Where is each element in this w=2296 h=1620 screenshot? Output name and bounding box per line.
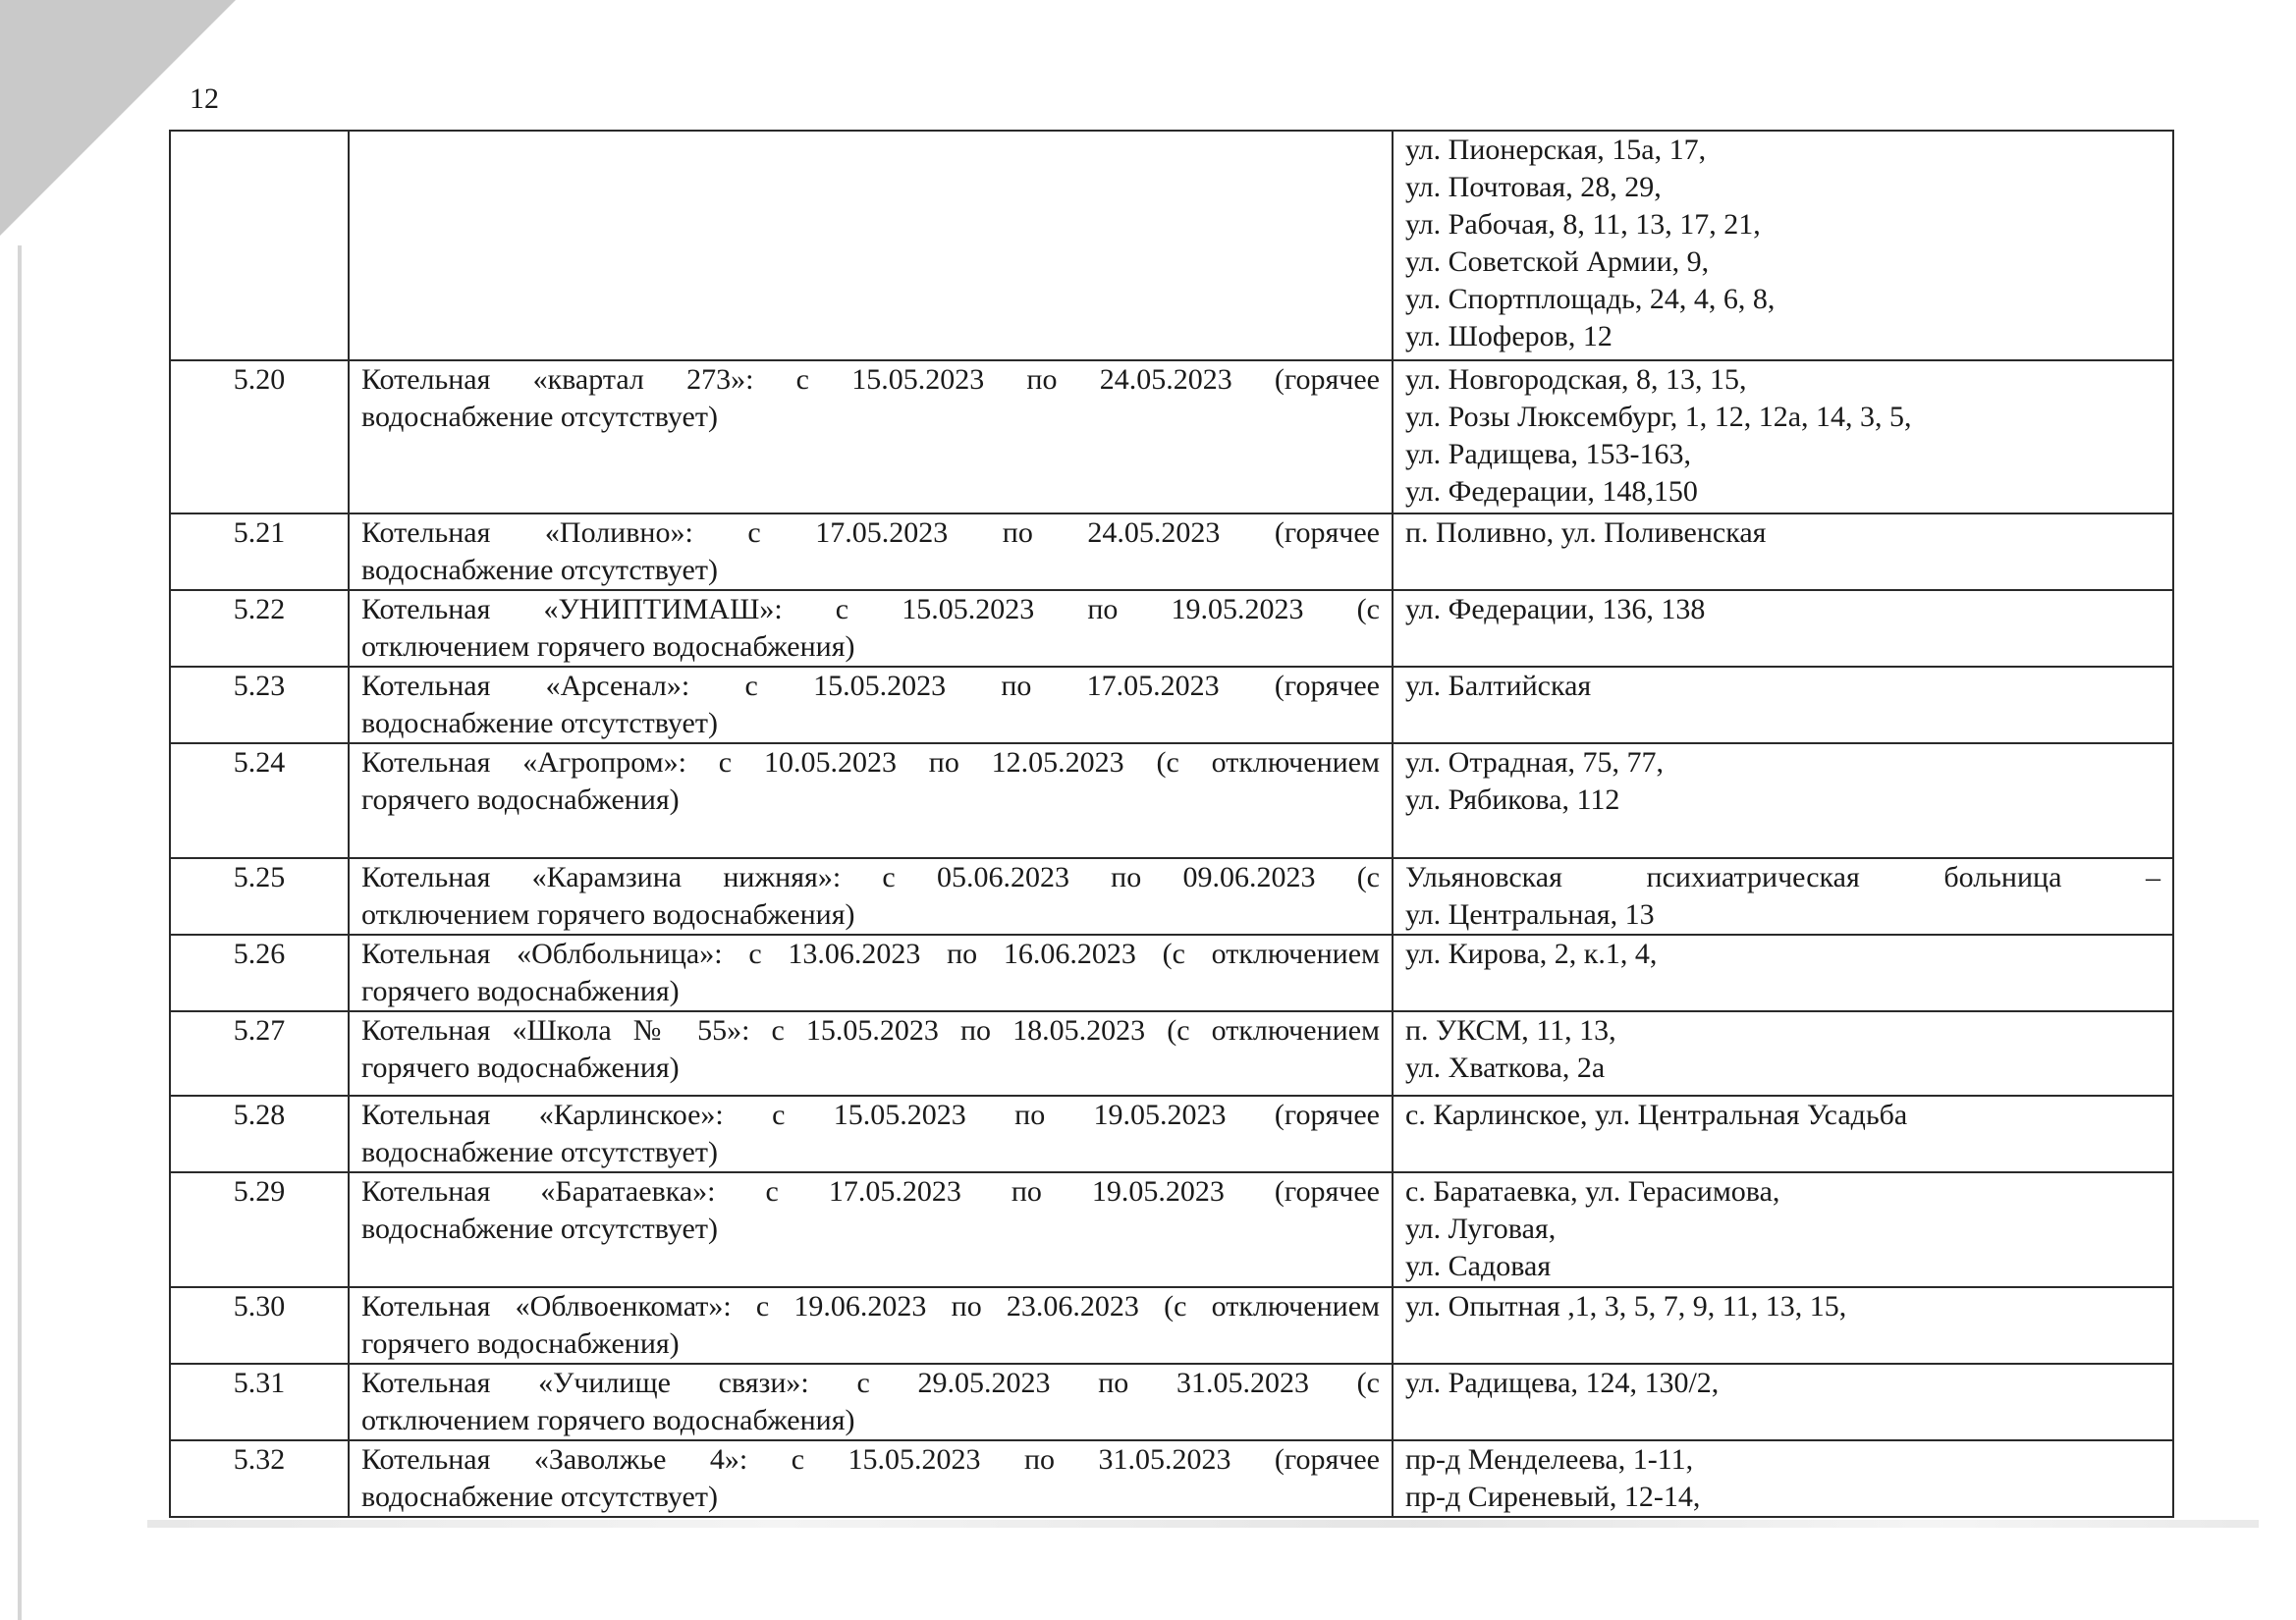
address-line: ул. Отрадная, 75, 77, bbox=[1405, 746, 1665, 779]
description-line: водоснабжение отсутствует) bbox=[361, 401, 718, 433]
address-line: ул. Шоферов, 12 bbox=[1405, 320, 1613, 352]
address-list bbox=[1393, 360, 2173, 513]
description-line: отключением горячего водоснабжения) bbox=[361, 630, 855, 663]
row-number: 5.27 bbox=[170, 1011, 349, 1096]
boiler-description bbox=[349, 360, 1393, 513]
row-number: 5.23 bbox=[170, 667, 349, 743]
table-row bbox=[170, 743, 2173, 858]
table-row bbox=[170, 935, 2173, 1011]
row-number: 5.31 bbox=[170, 1364, 349, 1440]
address-line: ул. Хваткова, 2а bbox=[1405, 1052, 1606, 1084]
boiler-description bbox=[349, 1440, 1393, 1517]
address-line: ул. Советской Армии, 9, bbox=[1405, 245, 1710, 278]
row-number: 5.21 bbox=[170, 513, 349, 590]
table-row bbox=[170, 1096, 2173, 1172]
address-line: ул. Опытная ,1, 3, 5, 7, 9, 11, 13, 15, bbox=[1405, 1290, 1847, 1323]
address-line: ул. Федерации, 148,150 bbox=[1405, 475, 1698, 508]
row-number: 5.26 bbox=[170, 935, 349, 1011]
address-line: п. Поливно, ул. Поливенская bbox=[1405, 516, 1767, 549]
address-line: ул. Спортплощадь, 24, 4, 6, 8, bbox=[1405, 283, 1776, 315]
table-row bbox=[170, 858, 2173, 935]
address-line: ул. Радищева, 153-163, bbox=[1405, 438, 1691, 470]
description-line: Котельная «Облвоенкомат»: с 19.06.2023 по 23.06.2023 (с отключением bbox=[361, 1290, 1380, 1323]
address-line: ул. Федерации, 136, 138 bbox=[1405, 593, 1706, 625]
boiler-description bbox=[349, 1287, 1393, 1364]
address-list bbox=[1393, 513, 2173, 590]
row-number: 5.32 bbox=[170, 1440, 349, 1517]
description-line: отключением горячего водоснабжения) bbox=[361, 1404, 855, 1436]
description-line: Котельная «Агропром»: с 10.05.2023 по 12.05.2023 (с отключением bbox=[361, 746, 1380, 779]
address-line: ул. Центральная, 13 bbox=[1405, 898, 1655, 931]
description-line: горячего водоснабжения) bbox=[361, 1052, 680, 1084]
address-line: ул. Балтийская bbox=[1405, 670, 1592, 702]
row-number bbox=[170, 131, 349, 360]
address-list bbox=[1393, 1172, 2173, 1287]
address-list bbox=[1393, 590, 2173, 667]
row-number: 5.25 bbox=[170, 858, 349, 935]
boiler-description bbox=[349, 1364, 1393, 1440]
boiler-description bbox=[349, 935, 1393, 1011]
row-number: 5.20 bbox=[170, 360, 349, 513]
boiler-description bbox=[349, 858, 1393, 935]
table-row bbox=[170, 513, 2173, 590]
boiler-description bbox=[349, 743, 1393, 858]
description-line: Котельная «Карлинское»: с 15.05.2023 по 19.05.2023 (горячее bbox=[361, 1099, 1380, 1131]
table-row bbox=[170, 131, 2173, 360]
row-number: 5.24 bbox=[170, 743, 349, 858]
address-list bbox=[1393, 1011, 2173, 1096]
table-row bbox=[170, 667, 2173, 743]
description-line: Котельная «Поливно»: с 17.05.2023 по 24.05.2023 (горячее bbox=[361, 516, 1380, 549]
table-body bbox=[170, 131, 2173, 1517]
description-line: Котельная «Школа № 55»: с 15.05.2023 по 18.05.2023 (с отключением bbox=[361, 1014, 1380, 1047]
address-list bbox=[1393, 131, 2173, 360]
scan-left-edge bbox=[18, 245, 22, 1620]
address-line: пр-д Менделеева, 1-11, bbox=[1405, 1443, 1694, 1476]
description-line: горячего водоснабжения) bbox=[361, 975, 680, 1007]
table-row bbox=[170, 1011, 2173, 1096]
boiler-schedule-table bbox=[169, 130, 2174, 1518]
address-line: ул. Пионерская, 15а, 17, bbox=[1405, 134, 1707, 166]
address-line: Ульяновская психиатрическая больница – bbox=[1405, 861, 2160, 893]
row-number: 5.28 bbox=[170, 1096, 349, 1172]
address-line: пр-д Сиреневый, 12-14, bbox=[1405, 1481, 1701, 1513]
table-row bbox=[170, 1440, 2173, 1517]
address-list bbox=[1393, 935, 2173, 1011]
table-row bbox=[170, 1364, 2173, 1440]
address-line: с. Баратаевка, ул. Герасимова, bbox=[1405, 1175, 1780, 1208]
address-line: ул. Рябикова, 112 bbox=[1405, 783, 1620, 816]
address-line: п. УКСМ, 11, 13, bbox=[1405, 1014, 1616, 1047]
address-list bbox=[1393, 1287, 2173, 1364]
boiler-description bbox=[349, 513, 1393, 590]
address-list bbox=[1393, 667, 2173, 743]
description-line: отключением горячего водоснабжения) bbox=[361, 898, 855, 931]
description-line: Котельная «квартал 273»: с 15.05.2023 по 24.05.2023 (горячее bbox=[361, 363, 1380, 396]
row-number: 5.22 bbox=[170, 590, 349, 667]
description-line: горячего водоснабжения) bbox=[361, 1327, 680, 1360]
row-number: 5.30 bbox=[170, 1287, 349, 1364]
description-line: Котельная «УНИПТИМАШ»: с 15.05.2023 по 19.05.2023 (с bbox=[361, 593, 1380, 625]
table-row bbox=[170, 360, 2173, 513]
description-line: Котельная «Облбольница»: с 13.06.2023 по 16.06.2023 (с отключением bbox=[361, 938, 1380, 970]
description-line: водоснабжение отсутствует) bbox=[361, 1136, 718, 1168]
address-line: ул. Кирова, 2, к.1, 4, bbox=[1405, 938, 1658, 970]
boiler-description bbox=[349, 131, 1393, 360]
table-row bbox=[170, 590, 2173, 667]
page-number: 12 bbox=[190, 82, 219, 115]
description-line: водоснабжение отсутствует) bbox=[361, 1213, 718, 1245]
address-line: ул. Садовая bbox=[1405, 1250, 1552, 1282]
address-line: ул. Почтовая, 28, 29, bbox=[1405, 171, 1662, 203]
description-line: Котельная «Заволжье 4»: с 15.05.2023 по 31.05.2023 (горячее bbox=[361, 1443, 1380, 1476]
boiler-description bbox=[349, 667, 1393, 743]
table-row bbox=[170, 1172, 2173, 1287]
description-line: Котельная «Баратаевка»: с 17.05.2023 по 19.05.2023 (горячее bbox=[361, 1175, 1380, 1208]
description-line: Котельная «Училище связи»: с 29.05.2023 по 31.05.2023 (с bbox=[361, 1367, 1380, 1399]
address-list bbox=[1393, 1096, 2173, 1172]
description-line: Котельная «Карамзина нижняя»: с 05.06.2023 по 09.06.2023 (с bbox=[361, 861, 1380, 893]
boiler-description bbox=[349, 1011, 1393, 1096]
address-line: ул. Розы Люксембург, 1, 12, 12а, 14, 3, 5, bbox=[1405, 401, 1912, 433]
address-list bbox=[1393, 743, 2173, 858]
description-line: Котельная «Арсенал»: с 15.05.2023 по 17.05.2023 (горячее bbox=[361, 670, 1380, 702]
description-line: водоснабжение отсутствует) bbox=[361, 707, 718, 739]
address-line: с. Карлинское, ул. Центральная Усадьба bbox=[1405, 1099, 1908, 1131]
description-line: водоснабжение отсутствует) bbox=[361, 1481, 718, 1513]
boiler-description bbox=[349, 1096, 1393, 1172]
address-list bbox=[1393, 1364, 2173, 1440]
description-line: водоснабжение отсутствует) bbox=[361, 554, 718, 586]
boiler-description bbox=[349, 590, 1393, 667]
boiler-description bbox=[349, 1172, 1393, 1287]
table-row bbox=[170, 1287, 2173, 1364]
address-line: ул. Рабочая, 8, 11, 13, 17, 21, bbox=[1405, 208, 1761, 241]
row-number: 5.29 bbox=[170, 1172, 349, 1287]
scan-bottom-bleed bbox=[147, 1520, 2259, 1528]
address-list bbox=[1393, 1440, 2173, 1517]
address-list bbox=[1393, 858, 2173, 935]
address-line: ул. Радищева, 124, 130/2, bbox=[1405, 1367, 1720, 1399]
address-line: ул. Новгородская, 8, 13, 15, bbox=[1405, 363, 1747, 396]
description-line: горячего водоснабжения) bbox=[361, 783, 680, 816]
address-line: ул. Луговая, bbox=[1405, 1213, 1557, 1245]
